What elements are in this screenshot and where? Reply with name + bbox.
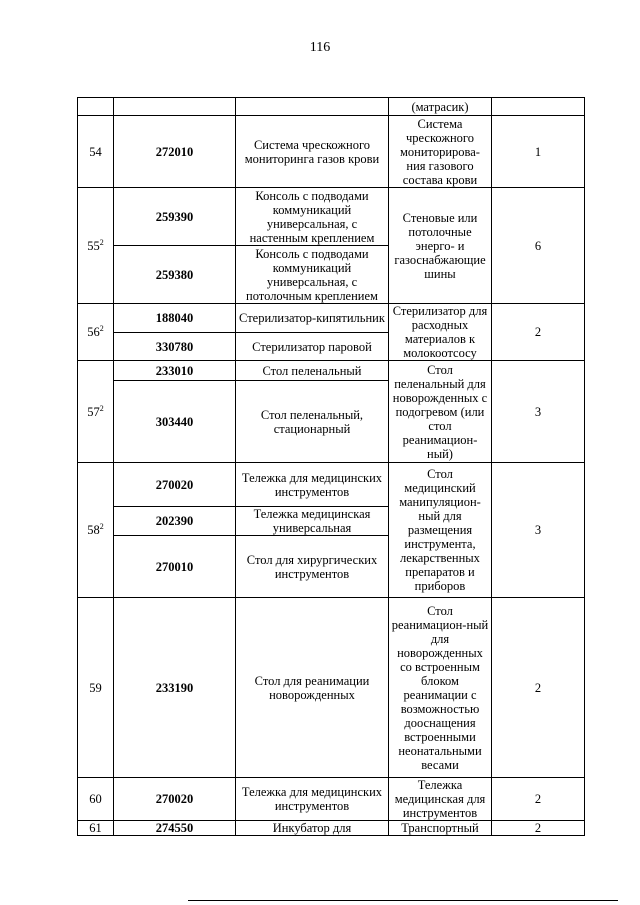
item-code: 274550 <box>114 821 236 836</box>
row-number <box>78 116 114 188</box>
item-code: 259390 <box>114 188 236 246</box>
equipment-description: Тележка медицинская для инструментов <box>389 778 492 821</box>
item-name: Система чрескожного мониторинга газов крови <box>236 116 389 188</box>
quantity: 2 <box>492 778 585 821</box>
row-number-value: 54 <box>89 144 102 159</box>
item-name: Консоль с подводами коммуникаций универсальная, с потолочным креплением <box>236 246 389 304</box>
item-name: Стол для хирургических инструментов <box>236 536 389 598</box>
row-number-superscript: 2 <box>99 237 104 247</box>
equipment-description: Стол медицинский манипуляцион-ный для размещения инструмента, лекарственных препаратов и приборов <box>389 463 492 598</box>
equipment-description: Стерилизатор для расходных материалов к молокоотсосу <box>389 304 492 361</box>
row-number-value: 58 <box>87 523 100 537</box>
item-code: 259380 <box>114 246 236 304</box>
item-code: 330780 <box>114 333 236 361</box>
item-code: 188040 <box>114 304 236 333</box>
row-number <box>78 188 114 304</box>
item-name: Тележка медицинская универсальная <box>236 507 389 536</box>
row-number <box>78 304 114 361</box>
row-number <box>78 821 114 836</box>
row-number-value: 59 <box>89 680 102 695</box>
row-number-value: 61 <box>89 821 102 835</box>
page-number: 116 <box>309 40 331 55</box>
table-row <box>78 188 585 246</box>
quantity: 2 <box>492 821 585 836</box>
row-number-superscript: 2 <box>99 403 104 413</box>
item-code: 202390 <box>114 507 236 536</box>
item-code: 270020 <box>114 463 236 507</box>
item-code: 233010 <box>114 361 236 381</box>
row-number <box>78 98 114 116</box>
equipment-description: Стол реанимацион-ный для новорожденных со встроенным блоком реанимации с возможностью дооснащения встроенными неонатальными весами <box>389 598 492 778</box>
item-name: Стол пеленальный <box>236 361 389 381</box>
row-number-value: 55 <box>87 238 100 253</box>
item-code: 270020 <box>114 778 236 821</box>
item-name: Тележка для медицинских инструментов <box>236 463 389 507</box>
table-row <box>78 778 585 821</box>
equipment-description: Система чрескожного мониторирова-ния газового состава крови <box>389 116 492 188</box>
table-row <box>78 304 585 333</box>
item-name: Инкубатор для <box>236 821 389 836</box>
item-code: 270010 <box>114 536 236 598</box>
table-row <box>78 821 585 836</box>
row-number <box>78 598 114 778</box>
quantity: 3 <box>492 463 585 598</box>
row-number-value: 60 <box>89 792 102 806</box>
quantity: 1 <box>492 116 585 188</box>
item-name: Стерилизатор паровой <box>236 333 389 361</box>
equipment-description: Стол пеленальный для новорожденных с подогревом (или стол реанимацион-ный) <box>389 361 492 463</box>
table-row <box>78 116 585 188</box>
row-number <box>78 361 114 463</box>
row-number <box>78 778 114 821</box>
quantity: 6 <box>492 188 585 304</box>
item-name: Стол пеленальный, стационарный <box>236 381 389 463</box>
equipment-description: (матрасик) <box>389 98 492 116</box>
quantity: 3 <box>492 361 585 463</box>
equipment-table <box>77 97 585 836</box>
item-name: Стерилизатор-кипятильник <box>236 304 389 333</box>
table-row <box>78 598 585 778</box>
table-row <box>78 463 585 507</box>
item-name: Тележка для медицинских инструментов <box>236 778 389 821</box>
item-code <box>114 98 236 116</box>
row-number-value: 57 <box>87 404 100 419</box>
equipment-description: Транспортный <box>389 821 492 836</box>
row-number-value: 56 <box>87 325 100 339</box>
item-code: 272010 <box>114 116 236 188</box>
row-number-superscript: 2 <box>99 521 104 531</box>
item-name: Стол для реанимации новорожденных <box>236 598 389 778</box>
item-code: 233190 <box>114 598 236 778</box>
item-code: 303440 <box>114 381 236 463</box>
table-row <box>78 98 585 116</box>
equipment-description: Стеновые или потолочные энерго- и газоснабжающие шины <box>389 188 492 304</box>
page-bottom-rule <box>188 900 618 901</box>
item-name <box>236 98 389 116</box>
quantity <box>492 98 585 116</box>
row-number <box>78 463 114 598</box>
table-row <box>78 361 585 381</box>
quantity: 2 <box>492 304 585 361</box>
quantity: 2 <box>492 598 585 778</box>
item-name: Консоль с подводами коммуникаций универсальная, с настенным креплением <box>236 188 389 246</box>
row-number-superscript: 2 <box>99 323 104 333</box>
